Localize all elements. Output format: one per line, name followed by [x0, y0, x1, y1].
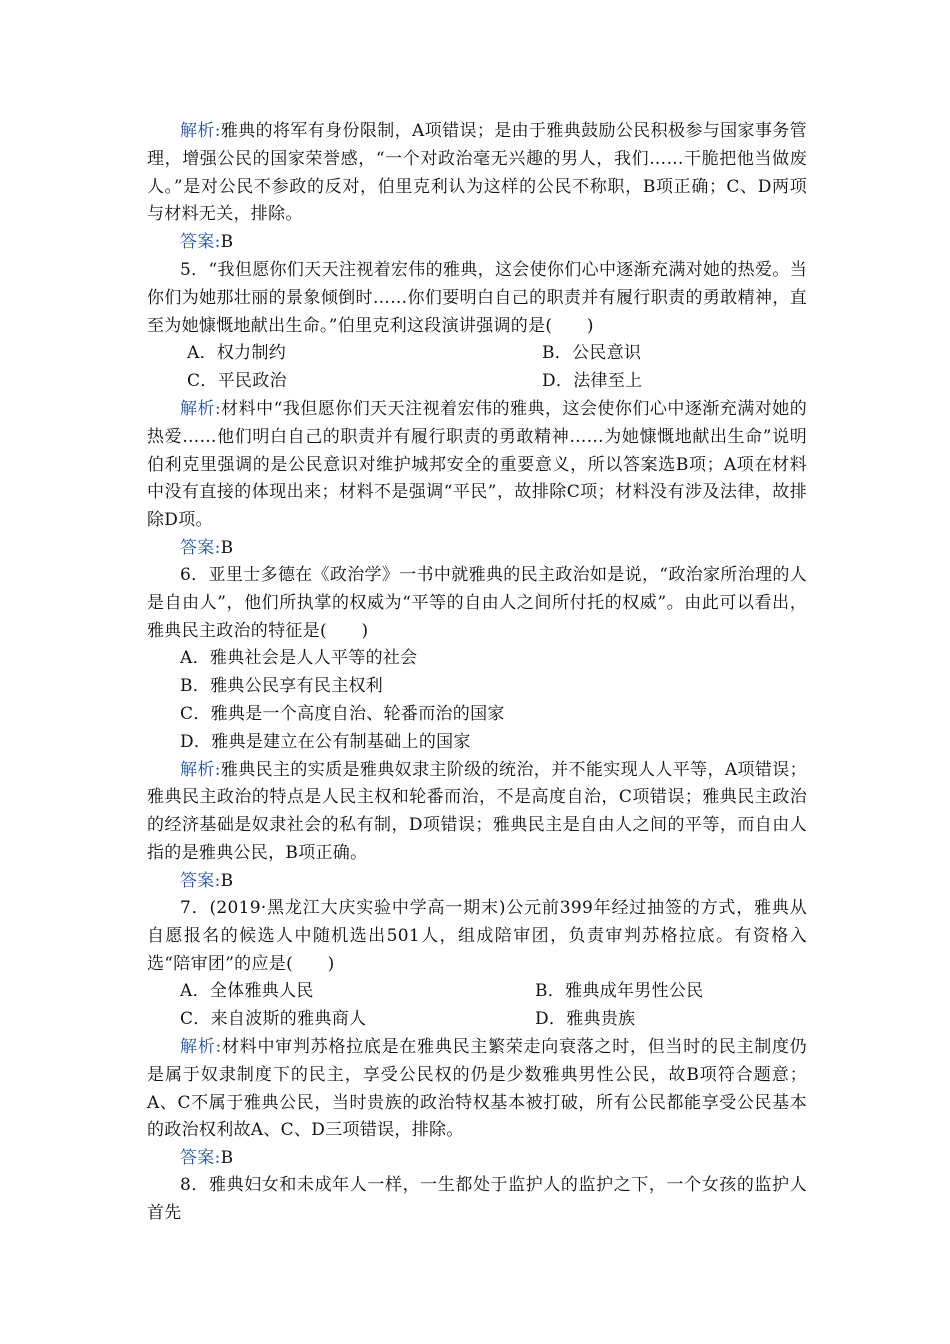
option-d: D．雅典是建立在公有制基础上的国家 [180, 731, 471, 752]
q6-analysis [147, 757, 807, 868]
answer-value: B [220, 870, 234, 891]
q5-options-row-1 [147, 340, 807, 368]
option-c: C．雅典是一个高度自治、轮番而治的国家 [180, 703, 505, 724]
analysis-text: 雅典的将军有身份限制，A项错误；是由于雅典鼓励公民积极参与国家事务管理，增强公民的国家荣誉感，“一个对政治毫无兴趣的男人，我们……干脆把他当做废人。”是对公民不参政的反对，伯里克利认为这样的公民不称职，B项正确；C、D两项与材料无关，排除。 [147, 121, 807, 225]
q7-options-row-1 [147, 978, 807, 1006]
analysis-label: 解析: [180, 759, 221, 780]
option-c: C．平民政治 [187, 371, 287, 392]
q5-section [147, 257, 807, 563]
answer-label: 答案: [180, 870, 221, 891]
q4-analysis [147, 118, 807, 229]
analysis-label: 解析: [180, 121, 221, 141]
answer-label: 答案: [180, 1148, 221, 1169]
option-c: C．来自波斯的雅典商人 [180, 1009, 367, 1030]
option-d: D．法律至上 [542, 371, 643, 392]
analysis-label: 解析: [180, 1036, 222, 1057]
option-a: A．雅典社会是人人平等的社会 [180, 648, 418, 669]
q7-analysis [147, 1034, 807, 1145]
option-a: A．全体雅典人民 [180, 981, 314, 1002]
q5-analysis [147, 396, 807, 535]
q8-stem: 8．雅典妇女和未成年人一样，一生都处于监护人的监护之下，一个女孩的监护人首先 [147, 1175, 807, 1223]
analysis-label: 解析: [180, 398, 221, 419]
q6-section [147, 562, 807, 896]
q5-options-row-2 [147, 368, 807, 396]
analysis-text: 材料中“我但愿你们天天注视着宏伟的雅典，这会使你们心中逐渐充满对她的热爱……他们明白自己的职责并有履行职责的勇敢精神……为她慷慨地献出生命”说明伯利克里强调的是公民意识对维护城邦安全的重要意义，所以答案选B项；A项在材料中没有直接的体现出来；材料不是强调“平民”，故排除C项；材料没有涉及法律，故排除D项。 [147, 398, 807, 531]
option-a: A．权力制约 [187, 343, 287, 364]
option-b: B．雅典公民享有民主权利 [180, 676, 384, 697]
analysis-text: 材料中审判苏格拉底是在雅典民主繁荣走向衰落之时，但当时的民主制度仍是属于奴隶制度下的民主，享受公民权的仍是少数雅典男性公民，故B项符合题意；A、C不属于雅典公民，当时贵族的政治特权基本被打破，所有公民都能享受公民基本的政治权利故A、C、D三项错误，排除。 [147, 1036, 807, 1141]
answer-value: B [220, 232, 234, 253]
answer-value: B [220, 537, 234, 558]
answer-label: 答案: [180, 537, 221, 558]
q7-section [147, 895, 807, 1173]
analysis-text: 雅典民主的实质是雅典奴隶主阶级的统治，并不能实现人人平等，A项错误；雅典民主政治的特点是人民主权和轮番而治，不是高度自治，C项错误；雅典民主政治的经济基础是奴隶社会的私有制，D项错误；雅典民主是自由人之间的平等，而自由人指的是雅典公民，B项正确。 [147, 759, 807, 863]
option-b: B．雅典成年男性公民 [535, 981, 704, 1002]
option-b: B．公民意识 [542, 343, 642, 364]
q8-section [147, 1172, 807, 1228]
q4-answer [147, 229, 807, 257]
q7-answer [147, 1145, 807, 1173]
q5-stem: 5．“我但愿你们天天注视着宏伟的雅典，这会使你们心中逐渐充满对她的热爱。当你们为她那壮丽的景象倾倒时……你们要明白自己的职责并有履行职责的勇敢精神，直至为她慷慨地献出生命。”伯里克利这段演讲强调的是( ) [147, 260, 807, 336]
q6-stem: 6．亚里士多德在《政治学》一书中就雅典的民主政治如是说，“政治家所治理的人是自由人”，他们所执掌的权威为“平等的自由人之间所付托的权威”。由此可以看出，雅典民主政治的特征是( ) [147, 565, 807, 641]
q7-stem: 7．(2019·黑龙江大庆实验中学高一期末)公元前399年经过抽签的方式，雅典从自愿报名的候选人中随机选出501人，组成陪审团，负责审判苏格拉底。有资格入选“陪审团”的应是( ) [147, 898, 807, 974]
answer-value: B [220, 1148, 234, 1169]
q6-answer [147, 868, 807, 896]
q5-answer [147, 535, 807, 563]
q4-section [147, 118, 807, 257]
answer-label: 答案: [180, 232, 221, 253]
option-d: D．雅典贵族 [535, 1009, 636, 1030]
q7-options-row-2 [147, 1006, 807, 1034]
